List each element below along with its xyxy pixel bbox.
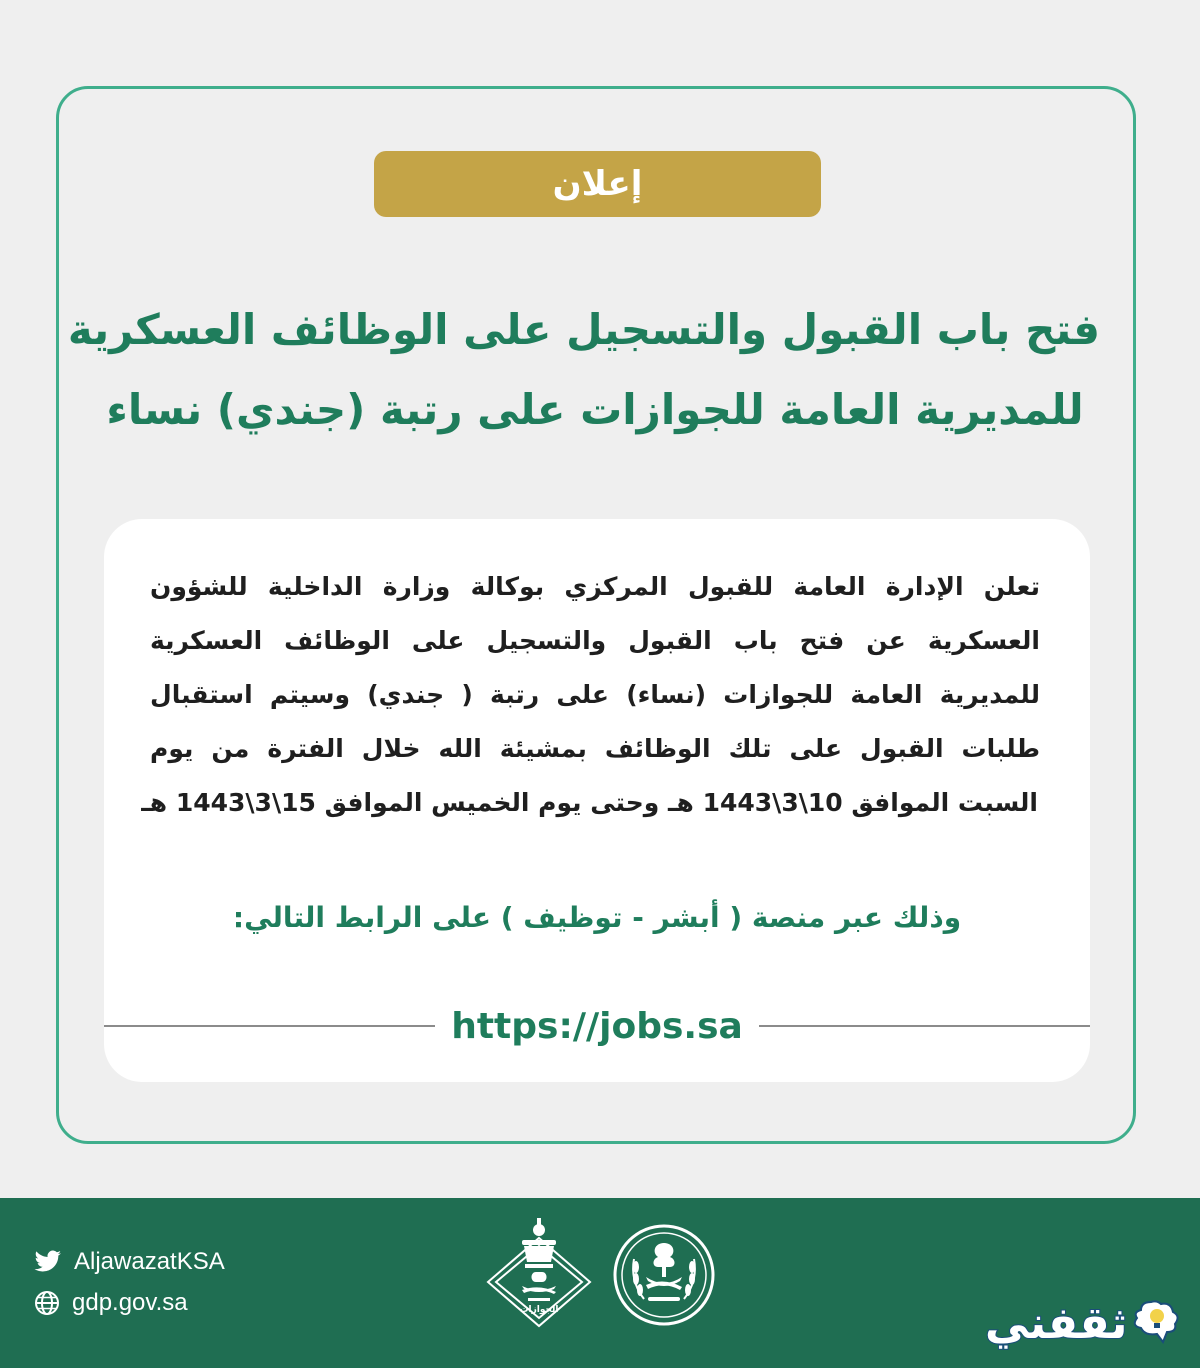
- body-line-1: تعلن الإدارة العامة للقبول المركزي بوكالة وزارة الداخلية للشؤون: [150, 572, 1040, 601]
- body-line-2: العسكرية عن فتح باب القبول والتسجيل على الوظائف العسكرية: [150, 626, 1040, 655]
- twitter-bird-icon: [34, 1250, 62, 1274]
- lightbulb-icon: [1131, 1300, 1181, 1348]
- globe-icon: [34, 1290, 60, 1316]
- headline-line-1: فتح باب القبول والتسجيل على الوظائف العسكرية: [67, 305, 1100, 354]
- divider-right: [759, 1025, 1090, 1027]
- jawazat-emblem-icon: [484, 1216, 594, 1328]
- thaqafni-watermark: [985, 1300, 1181, 1348]
- body-line-5: السبت الموافق 10\3\1443 هـ وحتى يوم الخميس الموافق 15\3\1443 هـ: [141, 788, 1038, 817]
- link-row: [104, 998, 1090, 1054]
- twitter-handle-row[interactable]: [34, 1248, 225, 1276]
- body-line-3: للمديرية العامة للجوازات (نساء) على رتبة ( جندي) وسيتم استقبال: [150, 680, 1040, 709]
- watermark-text: ثقفني: [985, 1298, 1128, 1349]
- announcement-body: [141, 560, 1040, 830]
- body-line-4: طلبات القبول على تلك الوظائف بمشيئة الله خلال الفترة من يوم: [150, 734, 1040, 763]
- headline: [67, 290, 1100, 450]
- badge-label: إعلان: [552, 164, 643, 204]
- divider-left: [104, 1025, 435, 1027]
- jawazat-emblem-label: الجوازات: [519, 1305, 559, 1315]
- interior-ministry-emblem-icon: [612, 1223, 716, 1327]
- headline-line-2: للمديرية العامة للجوازات على رتبة (جندي) نساء: [106, 385, 1084, 434]
- website-url: gdp.gov.sa: [72, 1289, 188, 1316]
- twitter-handle: AljawazatKSA: [74, 1248, 225, 1275]
- jobs-link[interactable]: https://jobs.sa: [451, 1005, 743, 1047]
- platform-instruction: وذلك عبر منصة ( أبشر - توظيف ) على الرابط التالي:: [232, 901, 962, 934]
- announcement-badge: [374, 151, 821, 217]
- website-row[interactable]: [34, 1289, 188, 1317]
